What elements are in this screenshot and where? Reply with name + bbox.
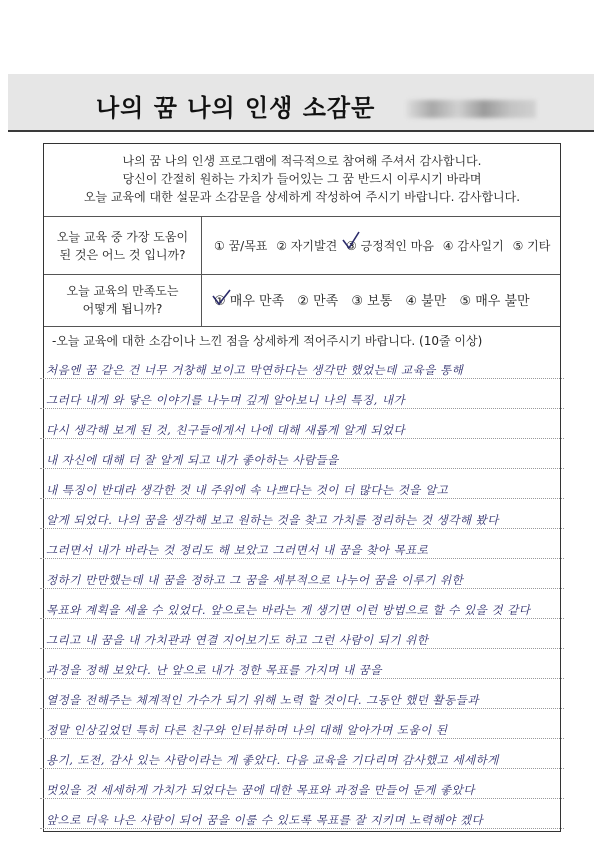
question-label-line: 어떻게 됩니까?: [82, 302, 163, 316]
handwritten-line: 처음엔 꿈 같은 건 너무 거창해 보이고 막연하다는 생각만 했었는데 교육을 통해: [46, 363, 464, 377]
page-header: [8, 74, 594, 132]
survey-form: [43, 143, 561, 832]
handwritten-line: 앞으로 더욱 나은 사람이 되어 꿈을 이룰 수 있도록 목표를 잘 지키며 노력해야 겠다: [46, 813, 484, 827]
ruled-line: [40, 798, 564, 799]
handwritten-line: 그러면서 내가 바라는 것 정리도 해 보았고 그러면서 내 꿈을 찾아 목표로: [46, 543, 429, 557]
redacted-name: [406, 100, 536, 118]
ruled-line: [40, 618, 564, 619]
handwritten-line: 열정을 전해주는 체계적인 가수가 되기 위해 노력 할 것이다. 그동안 했던 활동들과: [46, 693, 479, 707]
ruled-line: [40, 708, 564, 709]
check-mark-icon: [340, 230, 362, 252]
page-title: 나의 꿈 나의 인생 소감문: [96, 94, 376, 122]
intro-line: 오늘 교육에 대한 설문과 소감문을 상세하게 작성하여 주시기 바랍니다. 감사합니다.: [83, 190, 521, 204]
check-mark-icon: [210, 287, 232, 309]
question-label-line: 오늘 교육 중 가장 도움이: [56, 229, 189, 244]
handwritten-line: 용기, 도전, 감사 있는 사람이라는 게 좋았다. 다음 교육을 기다리며 감사했고 세세하게: [46, 753, 499, 767]
question-label: [44, 217, 202, 274]
handwritten-line: 정하기 만만했는데 내 꿈을 정하고 그 꿈을 세부적으로 나누어 꿈을 이루기 위한: [46, 573, 464, 587]
question-satisfaction: [44, 274, 560, 327]
intro-line: 당신이 간절히 원하는 가치가 들어있는 그 꿈 반드시 이루시기 바라며: [122, 172, 482, 186]
option-dissatisfied[interactable]: ④ 불만: [405, 294, 447, 309]
option-positive-mind[interactable]: ③ 긍정적인 마음: [346, 239, 434, 253]
ruled-line: [40, 438, 564, 439]
question-label: [44, 274, 202, 326]
option-self-discovery[interactable]: ② 자기발견: [276, 239, 338, 253]
handwritten-line: 정말 인상깊었던 특히 다른 친구와 인터뷰하며 나의 대해 알아가며 도움이 된: [46, 723, 448, 737]
ruled-line: [40, 528, 564, 529]
handwritten-line: 다시 생각해 보게 된 것, 친구들에게서 나에 대해 새롭게 알게 되었다: [46, 423, 406, 437]
ruled-line: [40, 558, 564, 559]
handwritten-line: 내 자신에 대해 더 잘 알게 되고 내가 좋아하는 사람들을: [46, 453, 339, 467]
option-other[interactable]: ⑤ 기타: [512, 239, 551, 253]
option-very-dissatisfied[interactable]: ⑤ 매우 불만: [459, 294, 530, 309]
option-dream-goal[interactable]: ① 꿈/목표: [214, 239, 268, 253]
ruled-line: [40, 828, 564, 829]
answer-options: [214, 237, 555, 254]
intro-box: [44, 144, 560, 217]
ruled-line: [40, 498, 564, 499]
handwritten-line: 알게 되었다. 나의 꿈을 생각해 보고 원하는 것을 찾고 가치를 정리하는 것 생각해 봤다: [46, 513, 499, 527]
option-gratitude-diary[interactable]: ④ 감사일기: [442, 239, 504, 253]
ruled-line: [40, 378, 564, 379]
handwritten-line: 목표와 계획을 세울 수 있었다. 앞으로는 바라는 게 생기면 이런 방법으로 할 수 있을 것 같다: [46, 603, 531, 617]
handwritten-line: 과정을 정해 보았다. 난 앞으로 내가 정한 목표를 가지며 내 꿈을: [46, 663, 382, 677]
answer-options: [214, 290, 539, 309]
option-very-satisfied[interactable]: ① 매우 만족: [214, 294, 285, 309]
option-neutral[interactable]: ③ 보통: [351, 294, 393, 309]
ruled-line: [40, 648, 564, 649]
question-label-line: 된 것은 어느 것 입니까?: [59, 247, 186, 262]
essay-prompt: -오늘 교육에 대한 소감이나 느낀 점을 상세하게 적어주시기 바랍니다. (10줄 이상): [52, 334, 483, 348]
handwritten-line: 내 특징이 반대라 생각한 것 내 주위에 속 나쁘다는 것이 더 많다는 것을 알고: [46, 483, 449, 497]
ruled-line: [40, 588, 564, 589]
ruled-line: [40, 678, 564, 679]
option-satisfied[interactable]: ② 만족: [297, 294, 339, 309]
ruled-line: [40, 468, 564, 469]
handwritten-line: 그리고 내 꿈을 내 가치관과 연결 지어보기도 하고 그런 사람이 되기 위한: [46, 633, 429, 647]
ruled-line: [40, 738, 564, 739]
handwritten-line: 그러다 내게 와 닿은 이야기를 나누며 깊게 알아보니 나의 특징, 내가: [46, 393, 406, 407]
ruled-line: [40, 408, 564, 409]
question-most-helpful: [44, 217, 560, 275]
ruled-line: [40, 768, 564, 769]
handwritten-line: 멋있을 것 세세하게 가치가 되었다는 꿈에 대한 목표와 과정을 만들어 둔게 좋았다: [46, 783, 475, 797]
intro-line: 나의 꿈 나의 인생 프로그램에 적극적으로 참여해 주셔서 감사합니다.: [122, 154, 482, 168]
question-label-line: 오늘 교육의 만족도는: [66, 284, 179, 298]
